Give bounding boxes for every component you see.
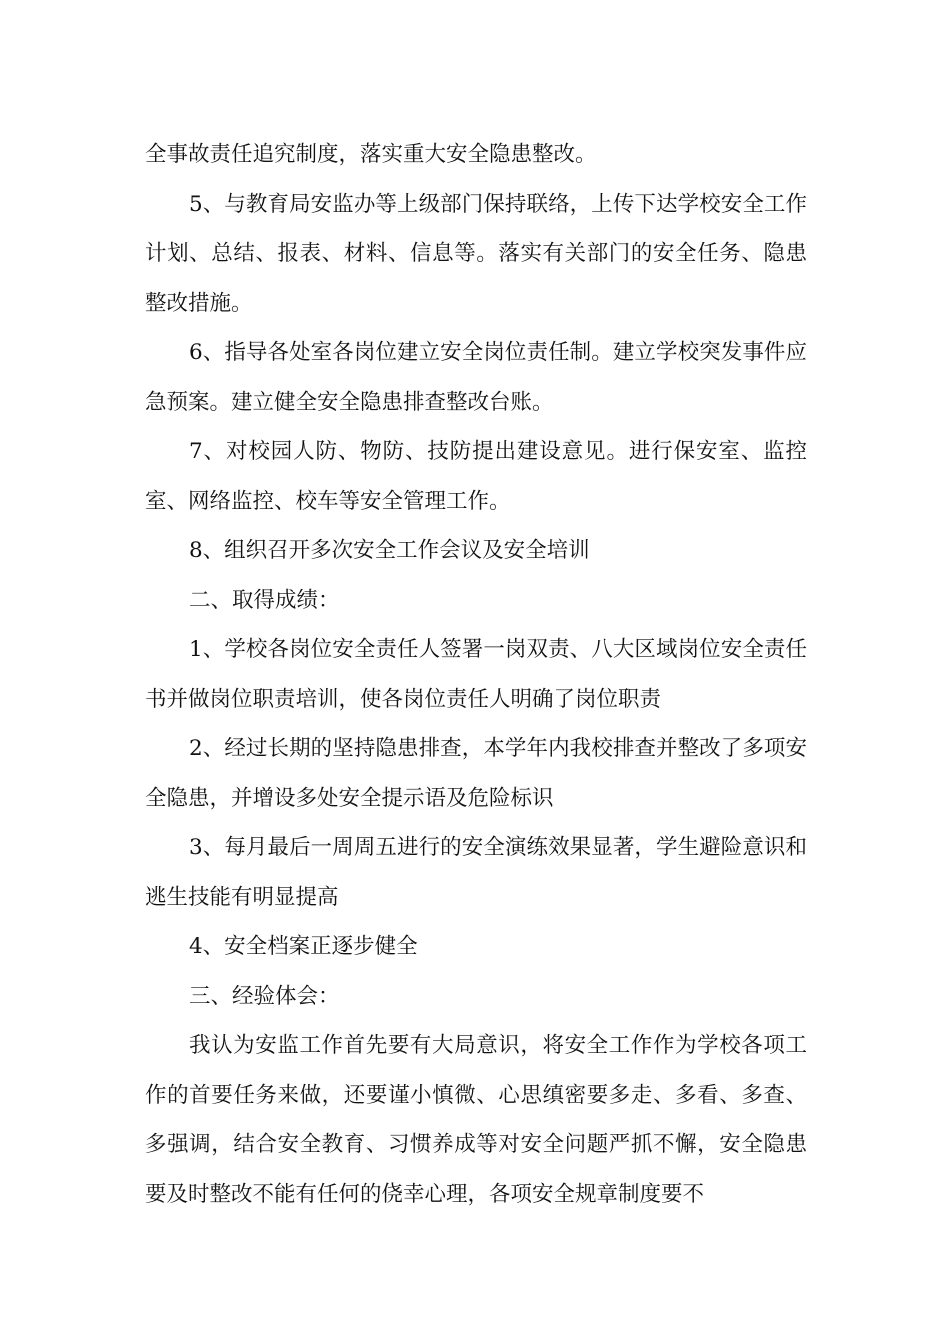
paragraph-achievement-2: 2、经过长期的坚持隐患排查，本学年内我校排查并整改了多项安全隐患，并增设多处安全提示语及危险标识 <box>145 736 807 811</box>
document-page <box>145 130 807 1219</box>
paragraph-item-5: 5、与教育局安监办等上级部门保持联络，上传下达学校安全工作计划、总结、报表、材料、信息等。落实有关部门的安全任务、隐患整改措施。 <box>145 191 807 316</box>
section-heading-experience: 三、经验体会： <box>189 983 340 1009</box>
paragraph-item-6: 6、指导各处室各岗位建立安全岗位责任制。建立学校突发事件应急预案。建立健全安全隐患排查整改台账。 <box>145 340 807 415</box>
paragraph-continuation: 全事故责任追究制度，落实重大安全隐患整改。 <box>145 142 597 167</box>
paragraph-achievement-3: 3、每月最后一周周五进行的安全演练效果显著，学生避险意识和逃生技能有明显提高 <box>145 835 807 910</box>
paragraph-item-7: 7、对校园人防、物防、技防提出建设意见。进行保安室、监控室、网络监控、校车等安全管理工作。 <box>145 439 807 514</box>
paragraph-experience-body: 我认为安监工作首先要有大局意识，将安全工作作为学校各项工作的首要任务来做，还要谨小慎微、心思缜密要多走、多看、多查、多强调，结合安全教育、习惯养成等对安全问题严抓不懈，安全隐患要及时整改不能有任何的侥幸心理，各项安全规章制度要不 <box>145 1033 807 1207</box>
section-heading-achievements: 二、取得成绩： <box>189 587 340 613</box>
paragraph-achievement-4: 4、安全档案正逐步健全 <box>189 934 418 959</box>
paragraph-item-8: 8、组织召开多次安全工作会议及安全培训 <box>189 538 590 563</box>
paragraph-achievement-1: 1、学校各岗位安全责任人签署一岗双责、八大区域岗位安全责任书并做岗位职责培训，使各岗位责任人明确了岗位职责 <box>145 637 807 712</box>
